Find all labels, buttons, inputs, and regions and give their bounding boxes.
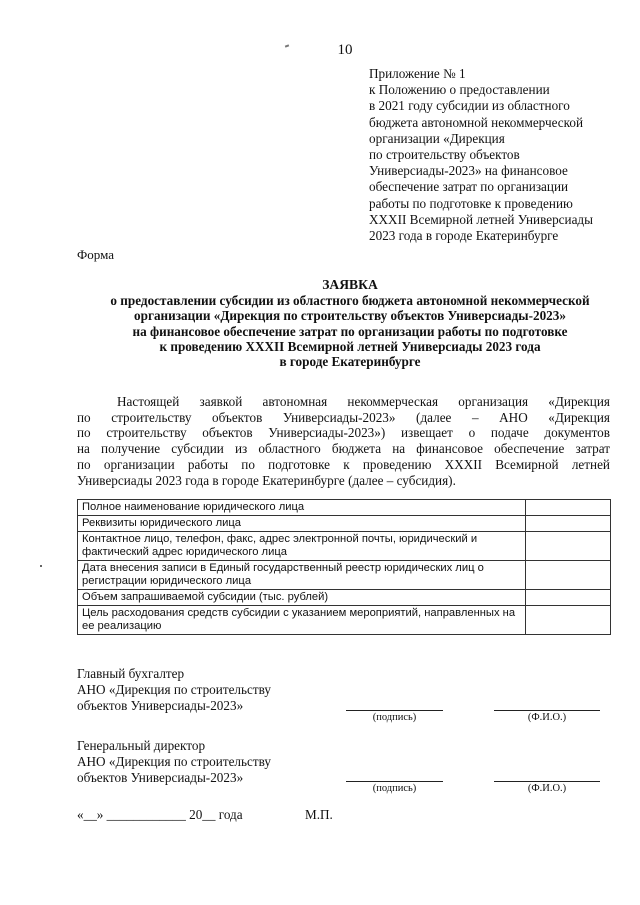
- row-value: [526, 606, 611, 635]
- row-label: Контактное лицо, телефон, факс, адрес электронной почты, юридический и фактический адрес юридического лица: [78, 532, 526, 561]
- applicant-info-table: [77, 499, 611, 635]
- signature-caption: (подпись): [372, 783, 417, 794]
- intro-line: по строительству объектов Универсиады-2023») извещает о подаче документов: [77, 425, 610, 441]
- appendix-line: обеспечение затрат по организации: [369, 179, 569, 195]
- appendix-line: Приложение № 1: [369, 66, 466, 81]
- table-row: [78, 561, 611, 590]
- appendix-line: организации «Дирекция: [369, 130, 505, 146]
- table-row: [78, 606, 611, 635]
- row-value: [526, 561, 611, 590]
- title-line: к проведению XXXII Всемирной летней Универсиады 2023 года: [159, 338, 541, 354]
- title-line: организации «Дирекция по строительству объектов Универсиады-2023»: [134, 308, 566, 324]
- row-value: [526, 500, 611, 516]
- title-main: ЗАЯВКА: [322, 277, 378, 292]
- name-line: [494, 710, 600, 711]
- row-value: [526, 590, 611, 606]
- table-row: [78, 500, 611, 516]
- form-label: Форма: [77, 247, 114, 262]
- director-signature-block: [77, 738, 271, 786]
- title-line: о предоставлении субсидии из областного бюджета автономной некоммерческой: [110, 293, 590, 309]
- row-label: Полное наименование юридического лица: [78, 500, 526, 516]
- title-line: в городе Екатеринбурге: [279, 354, 421, 370]
- table-row: [78, 532, 611, 561]
- appendix-line: по строительству объектов: [369, 147, 520, 163]
- appendix-note: [369, 66, 619, 244]
- signature-line: [346, 781, 443, 782]
- intro-line: по строительству объектов Универсиады-2023» (далее – АНО «Дирекция: [77, 409, 610, 425]
- intro-line: по организации работы по подготовке к проведению XXXII Всемирной летней: [77, 456, 610, 472]
- table-row: [78, 590, 611, 606]
- signatory-line: объектов Универсиады-2023»: [77, 770, 244, 785]
- appendix-line: Универсиады-2023» на финансовое: [369, 163, 568, 179]
- document-title: [60, 277, 640, 369]
- title-line: на финансовое обеспечение затрат по организации работы по подготовке: [132, 323, 568, 339]
- scan-speck: [40, 565, 42, 567]
- row-value: [526, 532, 611, 561]
- appendix-line: в 2021 году субсидии из областного: [369, 98, 570, 114]
- row-label: Объем запрашиваемой субсидии (тыс. рублей): [78, 590, 526, 606]
- name-line: [494, 781, 600, 782]
- appendix-line: к Положению о предоставлении: [369, 82, 550, 98]
- row-label: Дата внесения записи в Единый государственный реестр юридических лиц о регистрации юридического лица: [78, 561, 526, 590]
- signature-line: [346, 710, 443, 711]
- intro-paragraph: [77, 394, 610, 488]
- date-line: «__» ____________ 20__ года: [77, 807, 243, 822]
- signatory-line: Генеральный директор: [77, 738, 206, 753]
- appendix-line: бюджета автономной некоммерческой: [369, 114, 584, 130]
- stamp-label: М.П.: [305, 807, 333, 822]
- row-value: [526, 516, 611, 532]
- appendix-line: работы по подготовке к проведению: [369, 195, 573, 211]
- signatory-line: объектов Универсиады-2023»: [77, 698, 244, 713]
- intro-line: на получение субсидии из областного бюджета на финансовое обеспечение затрат: [77, 441, 610, 457]
- intro-line: Универсиады 2023 года в городе Екатеринбурге (далее – субсидия).: [77, 472, 456, 488]
- name-caption: (Ф.И.О.): [527, 712, 567, 723]
- accountant-signature-block: [77, 666, 271, 714]
- appendix-line: XXXII Всемирной летней Универсиады: [369, 211, 593, 227]
- signatory-line: Главный бухгалтер: [77, 666, 185, 681]
- signature-caption: (подпись): [372, 712, 417, 723]
- page-number: 10: [337, 42, 353, 58]
- intro-line: Настоящей заявкой автономная некоммерческая организация «Дирекция: [117, 394, 610, 409]
- row-label: Реквизиты юридического лица: [78, 516, 526, 532]
- signatory-line: АНО «Дирекция по строительству: [77, 754, 272, 769]
- row-label: Цель расходования средств субсидии с указанием мероприятий, направленных на ее реализацию: [78, 606, 526, 635]
- signatory-line: АНО «Дирекция по строительству: [77, 682, 272, 697]
- appendix-line: 2023 года в городе Екатеринбурге: [369, 228, 559, 244]
- table-row: [78, 516, 611, 532]
- name-caption: (Ф.И.О.): [527, 783, 567, 794]
